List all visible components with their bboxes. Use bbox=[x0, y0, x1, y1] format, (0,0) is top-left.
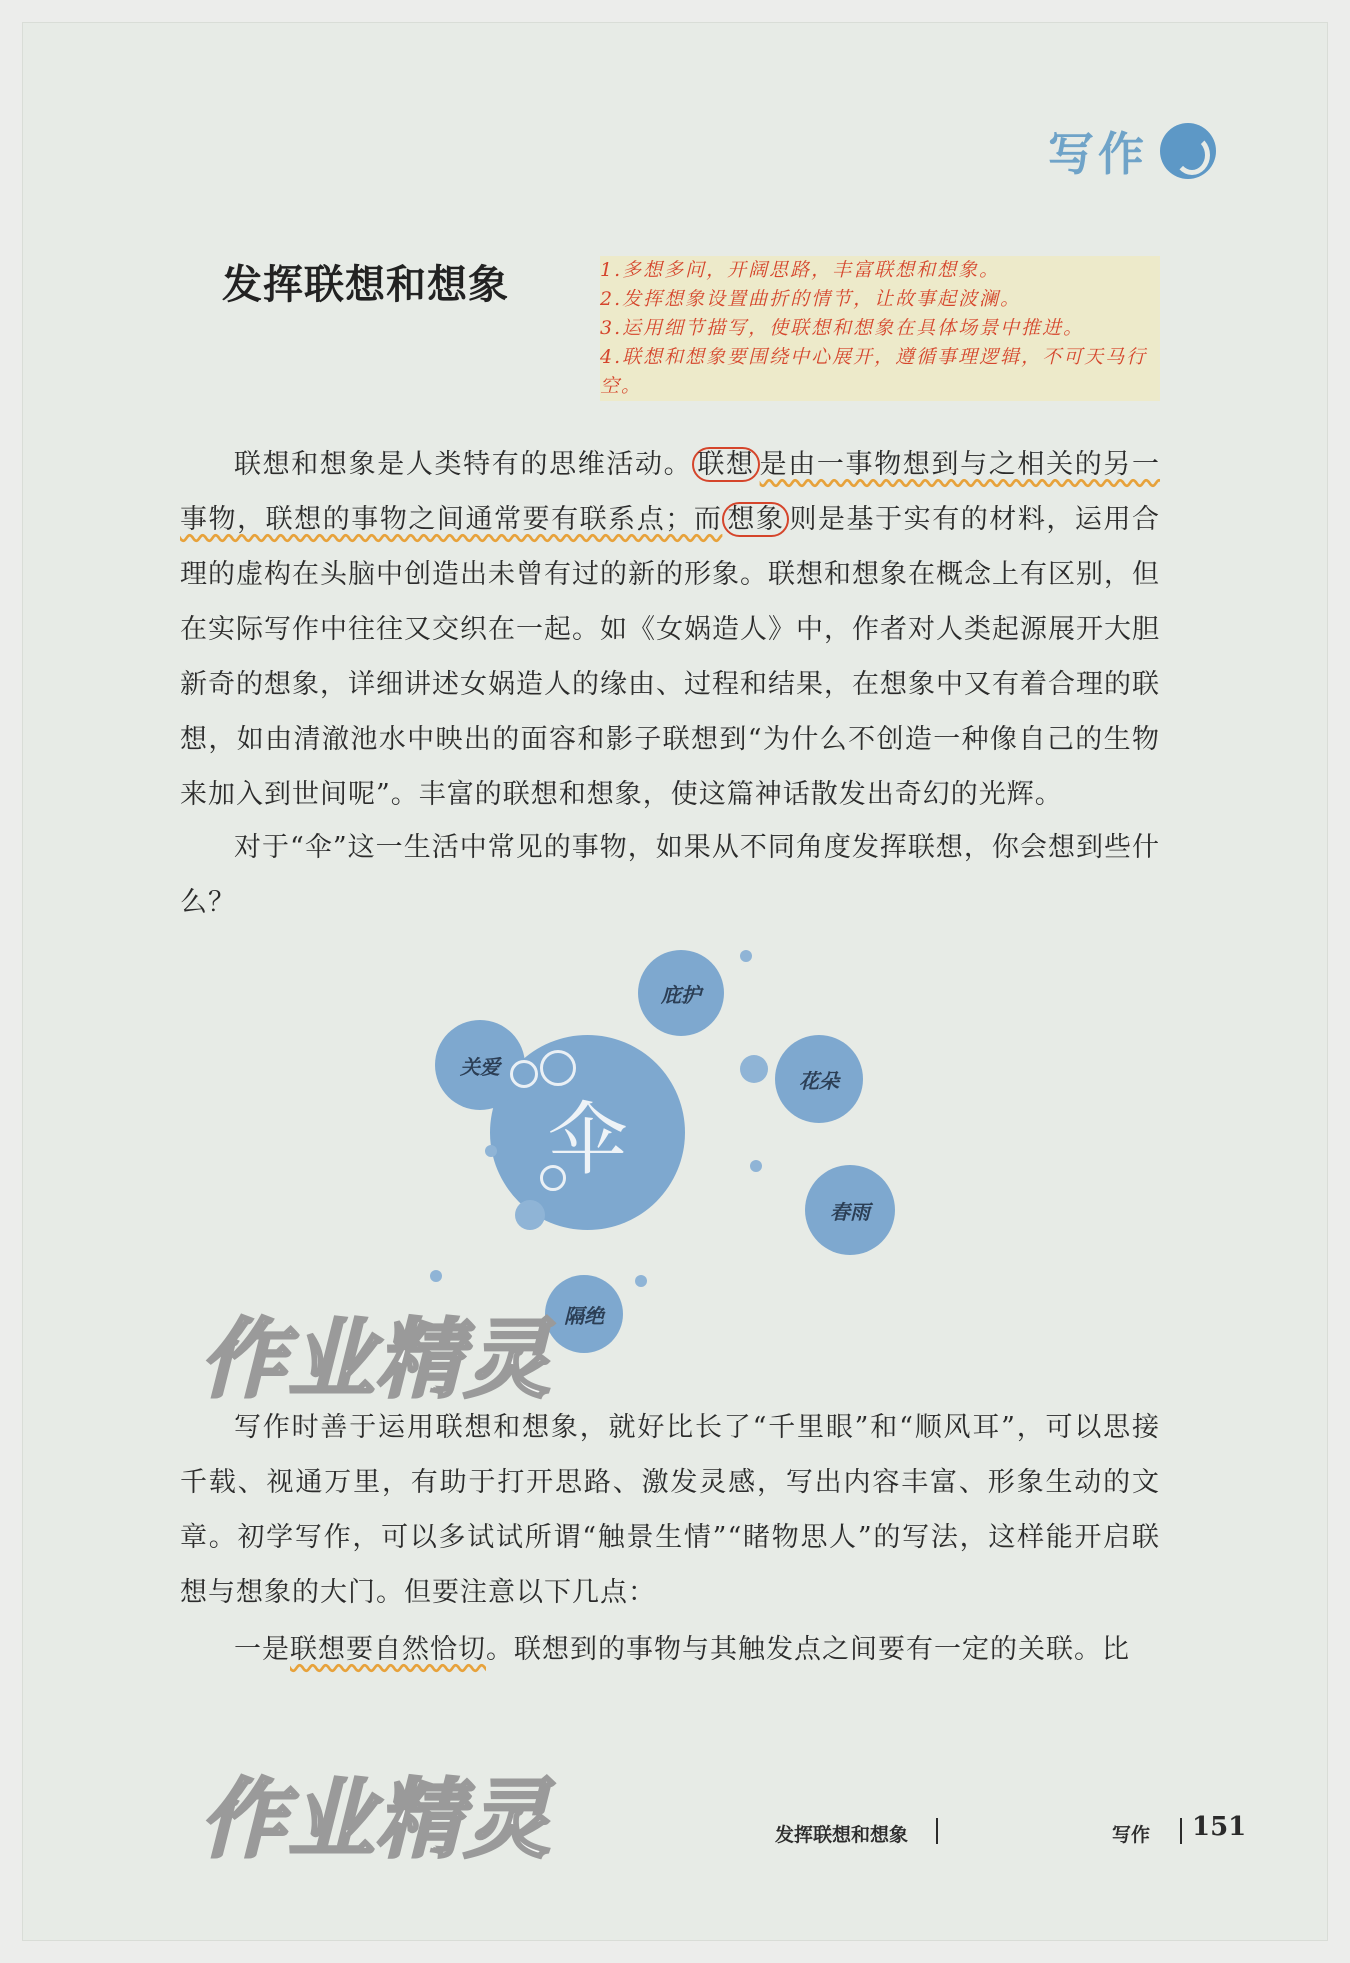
decor-ring bbox=[540, 1050, 576, 1086]
text-span: 是由一事物想到与之相关的另一事物，联想的事物之间通常要有联系点；而 bbox=[180, 449, 1161, 535]
page-title: 发挥联想和想象 bbox=[222, 262, 509, 308]
writing-logo-icon bbox=[1160, 123, 1216, 179]
decor-dot bbox=[635, 1275, 647, 1287]
decor-dot bbox=[515, 1200, 545, 1230]
decor-dot bbox=[430, 1270, 442, 1282]
section-label: 写作 bbox=[1048, 127, 1148, 181]
decor-dot bbox=[740, 950, 752, 962]
note-item: 3.运用细节描写，使联想和想象在具体场景中推进。 bbox=[600, 317, 1085, 339]
text-span: 。联想到的事物与其触发点之间要有一定的关联。比 bbox=[486, 1634, 1130, 1665]
note-item: 1.多想多问，开阔思路，丰富联想和想象。 bbox=[600, 259, 1001, 281]
node-bubble: 庇护 bbox=[638, 950, 724, 1036]
decor-dot bbox=[740, 1055, 768, 1083]
text-span: 一是 bbox=[234, 1634, 290, 1665]
term-imagination: 想象 bbox=[722, 502, 789, 537]
paragraph-3: 写作时善于运用联想和想象，就好比长了“千里眼”和“顺风耳”，可以思接千载、视通万里，有助于打开思路、激发灵感，写出内容丰富、形象生动的文章。初学写作，可以多试试所谓“触景生情”“睹物思人”的写法，这样能开启联想与想象的大门。但要注意以下几点： bbox=[180, 1412, 1160, 1608]
section-tag bbox=[1048, 118, 1216, 184]
decor-dot bbox=[485, 1145, 497, 1157]
text-span: 则是基于实有的材料，运用合理的虚构在头脑中创造出未曾有过的新的形象。联想和想象在概念上有区别，但在实际写作中往往又交织在一起。如《女娲造人》中，作者对人类起源展开大胆新奇的想象，详细讲述女娲造人的缘由、过程和结果，在想象中又有着合理的联想，如由清澈池水中映出的面容和影子联想到“为什么不创造一种像自己的生物来加入到世间呢”。丰富的联想和想象，使这篇神话散发出奇幻的光辉。 bbox=[180, 504, 1161, 810]
umbrella-association-diagram bbox=[400, 930, 920, 1350]
center-bubble: 伞 bbox=[490, 1035, 685, 1230]
footer-divider bbox=[1180, 1818, 1182, 1844]
note-item: 2.发挥想象设置曲折的情节，让故事起波澜。 bbox=[600, 288, 1022, 310]
decor-ring bbox=[540, 1165, 566, 1191]
paragraph-4 bbox=[180, 1622, 1160, 1677]
watermark: 作业精灵 bbox=[200, 1310, 552, 1410]
node-bubble: 隔绝 bbox=[545, 1275, 623, 1353]
node-bubble: 关爱 bbox=[435, 1020, 525, 1110]
text-span: 联想和想象是人类特有的思维活动。 bbox=[234, 449, 693, 480]
footer-section: 写作 bbox=[1112, 1824, 1151, 1846]
watermark: 作业精灵 bbox=[200, 1770, 552, 1870]
footer-chapter: 发挥联想和想象 bbox=[775, 1824, 909, 1846]
node-bubble: 花朵 bbox=[775, 1035, 863, 1123]
note-item: 4.联想和想象要围绕中心展开，遵循事理逻辑，不可天马行空。 bbox=[600, 346, 1148, 397]
footer-divider bbox=[936, 1818, 938, 1844]
decor-ring bbox=[510, 1060, 538, 1088]
handwritten-notes bbox=[600, 256, 1160, 401]
text-span: 联想要自然恰切 bbox=[290, 1634, 486, 1665]
decor-dot bbox=[750, 1160, 762, 1172]
page-number: 151 bbox=[1192, 1812, 1247, 1842]
term-association: 联想 bbox=[692, 447, 759, 482]
node-bubble: 春雨 bbox=[805, 1165, 895, 1255]
paragraph-1 bbox=[180, 437, 1160, 822]
paragraph-2: 对于“伞”这一生活中常见的事物，如果从不同角度发挥联想，你会想到些什么？ bbox=[180, 832, 1160, 918]
